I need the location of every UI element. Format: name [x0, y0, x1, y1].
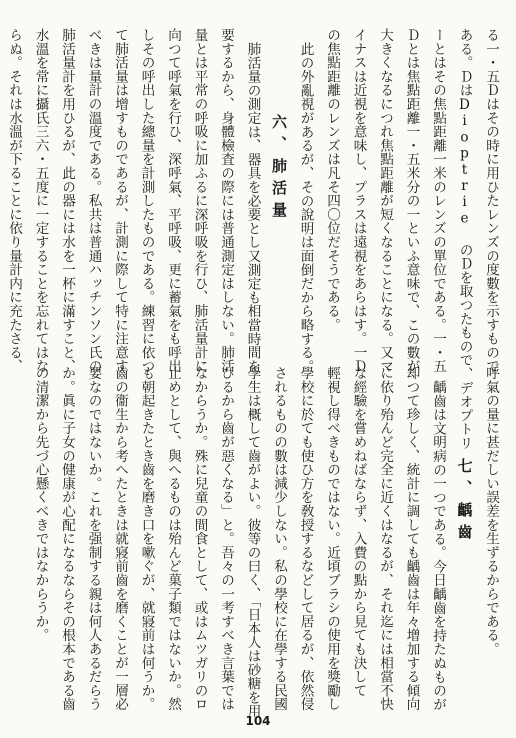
text-line: ひるから齒が惡くなる」と。吾々の一考すべき言葉では [218, 366, 234, 711]
text-line: イナスは近視を意味し、プラスは遠視をあらはす。一Ｄ [350, 28, 367, 373]
text-line: ーとはその焦點距離一米のレンズの單位である。一・五 [430, 28, 446, 373]
text-line: なからうか。殊に兒童の間食として、或はムツガリのロ [191, 366, 208, 711]
upper-text-band [6, 28, 504, 450]
text-line: に依り殆んど完全に近くはなるが、それ迄には相當不快 [377, 366, 393, 711]
text-line: の焦點距離のレンズは凡そ四〇位だそうである。 [324, 28, 340, 332]
text-line: の清潔から先づ心懸くべきではなからうか。 [32, 366, 49, 642]
page-number: 104 [245, 714, 271, 728]
text-line: べきは量計の溫度である。私共は普通ハッチンソン氏の [85, 28, 102, 373]
text-line: る一・五Ｄはその時に用ひたレンズの度數を示すもので [483, 28, 499, 373]
text-line: 齲齒は文明病の一つである。今日齲齒を持たぬものが [430, 380, 446, 712]
text-line: て肺活量は增すものであるが、計測に際して特に注意す [112, 28, 128, 373]
text-line: 要するから、身體檢査の際には普通測定はしない。肺活 [218, 28, 234, 373]
text-line: 輕視し得べきものではない。近頃ブラシの使用を獎勵し [324, 366, 340, 711]
text-line: 大きくなるにつれ焦點距離が短くなることになる。又マ [377, 28, 393, 373]
text-line: 此の外亂視があるが、その說明は面倒だから略する。 [297, 42, 314, 374]
text-line: しその呼出した總量を計測したものである。練習に依つ [138, 28, 155, 373]
text-line: 量とは平常の呼吸に加ふるに深呼吸を行ひ、肺活量計に [191, 28, 208, 373]
text-line: 止めとして、與へるものは殆んど菓子類ではないか。然 [165, 366, 181, 711]
text-line: らぬ。それは水溫が下ることに依り量計内に充たさる、 [6, 28, 22, 373]
text-line: 要なのではないか。これを强制する親は何人あるだらう [85, 366, 102, 711]
text-line: な經驗を嘗めねばならず、入費の點から見ても決して [350, 366, 367, 698]
text-line: 呼氣の量に甚だしい誤差を生ずるからである。 [483, 366, 499, 656]
text-line: 學校に於ても使ひ方を敎授するなどして居るが、依然侵 [297, 366, 314, 711]
text-line: 水溫を常に攝氏三六・五度に一定することを忘れてはな [32, 28, 49, 373]
text-line: 肺活量計を用ひるが、此の器には水を一杯に滿すこと、 [59, 28, 75, 373]
text-line: 向つて呼氣を行ひ、深呼氣、平呼吸、更に蓄氣をも呼出 [165, 28, 181, 373]
text-line: 肺活量の測定は、器具を必要とし又測定も相當時間を [244, 42, 261, 374]
text-line: か。眞に子女の健康が心配になるならその根本である齒 [59, 366, 75, 711]
text-line: されるものの數は減少しない。私の學校に在學する民國 [271, 366, 287, 711]
section-heading-vital-capacity: 六、肺活量 [270, 114, 288, 224]
text-line: 却つて珍しく、統計に調しても齲齒は年々增加する傾向 [403, 366, 420, 711]
lower-text-band [20, 366, 504, 718]
text-line: ある。ＤはDioptrie のＤを取つたもので、デオプトリ [456, 28, 473, 450]
section-heading-dental-caries: 七、齲齒 [455, 458, 474, 546]
text-line: 學生は概して齒がよい。彼等の曰く、「日本人は砂糖を用 [244, 366, 261, 718]
text-line: も朝起きたとき齒を磨き口を嗽ぐが、就寢前は何うか。 [138, 366, 155, 711]
text-line: Ｄとは焦點距離一・五米分の一といふ意味で、この數が [403, 28, 420, 373]
text-line: 齒の衞生から考へたときは就寢前齒を磨くことが一層必 [112, 366, 128, 711]
